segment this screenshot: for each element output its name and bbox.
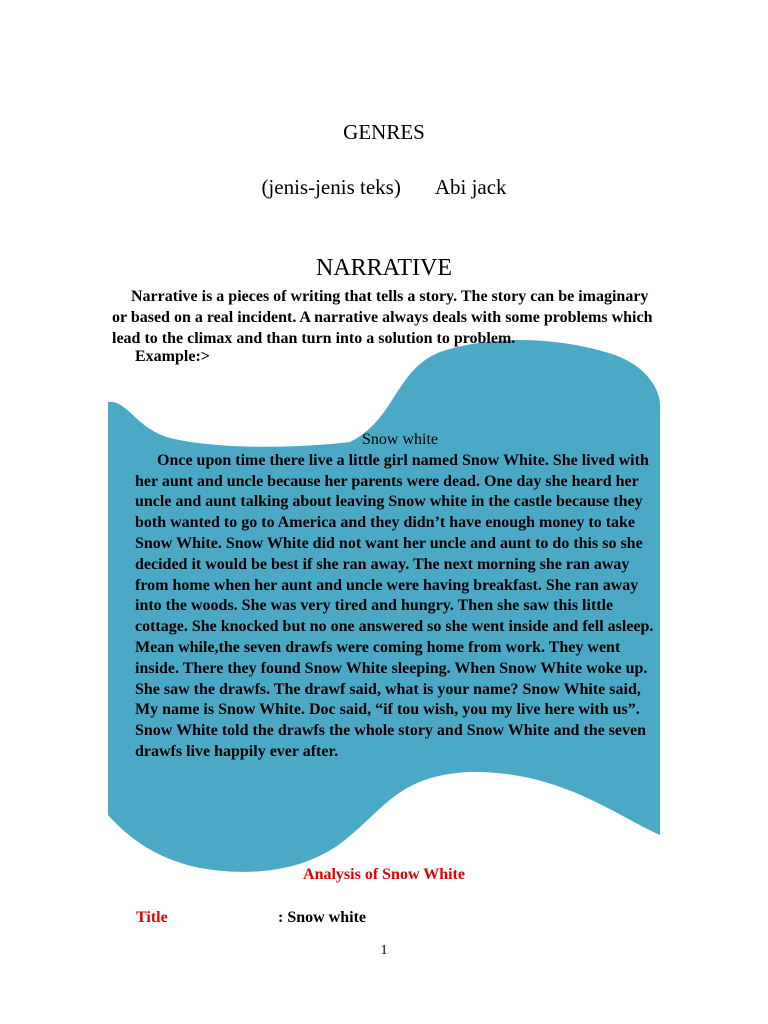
story-title: Snow white [362, 431, 438, 448]
document-subtitle [0, 175, 768, 200]
analysis-title-row [136, 909, 367, 927]
example-label: Example:> [135, 348, 210, 365]
section-heading: NARRATIVE [316, 255, 452, 281]
title-value: : Snow white [278, 909, 367, 926]
analysis-heading: Analysis of Snow White [303, 866, 465, 883]
intro-paragraph [112, 286, 657, 349]
title-label: Title [136, 909, 168, 926]
story-body: Once upon time there live a little girl named Snow White. She lived with her aunt and uncle because her parents were dead. One day she heard her uncle and aunt talking about leaving Snow white in the castle because they both wanted to go to America and they didn’t have enough money to take Snow White. Snow White did not want her uncle and aunt to do this so she decided it would be best if she ran away. The next morning she ran away from home when her aunt and uncle were having breakfast. She ran away into the woods. She was very tired and hungry. Then she saw this little cottage. She knocked but no one answered so she went inside and fell asleep. Mean while,the seven drawfs were coming home from work. They went inside. There they found Snow White sleeping. When Snow White woke up. She saw the drawfs. The drawf said, what is your name? Snow White said, My name is Snow White. Doc said, “if tou wish, you my live here with us”. Snow White told the drawfs the whole story and Snow White and the seven drawfs live happily ever after. [135, 451, 654, 760]
intro-text: Narrative is a pieces of writing that tells a story. The story can be imaginary or based on a real incident. A narrative always deals with some problems which lead to the climax and than turn into a solution to problem. [112, 288, 653, 347]
document-title: GENRES [343, 120, 425, 144]
page-number: 1 [380, 943, 388, 958]
author-name: Abi jack [434, 175, 507, 199]
story-block [135, 430, 655, 763]
subtitle-text: (jenis-jenis teks) [261, 175, 401, 199]
